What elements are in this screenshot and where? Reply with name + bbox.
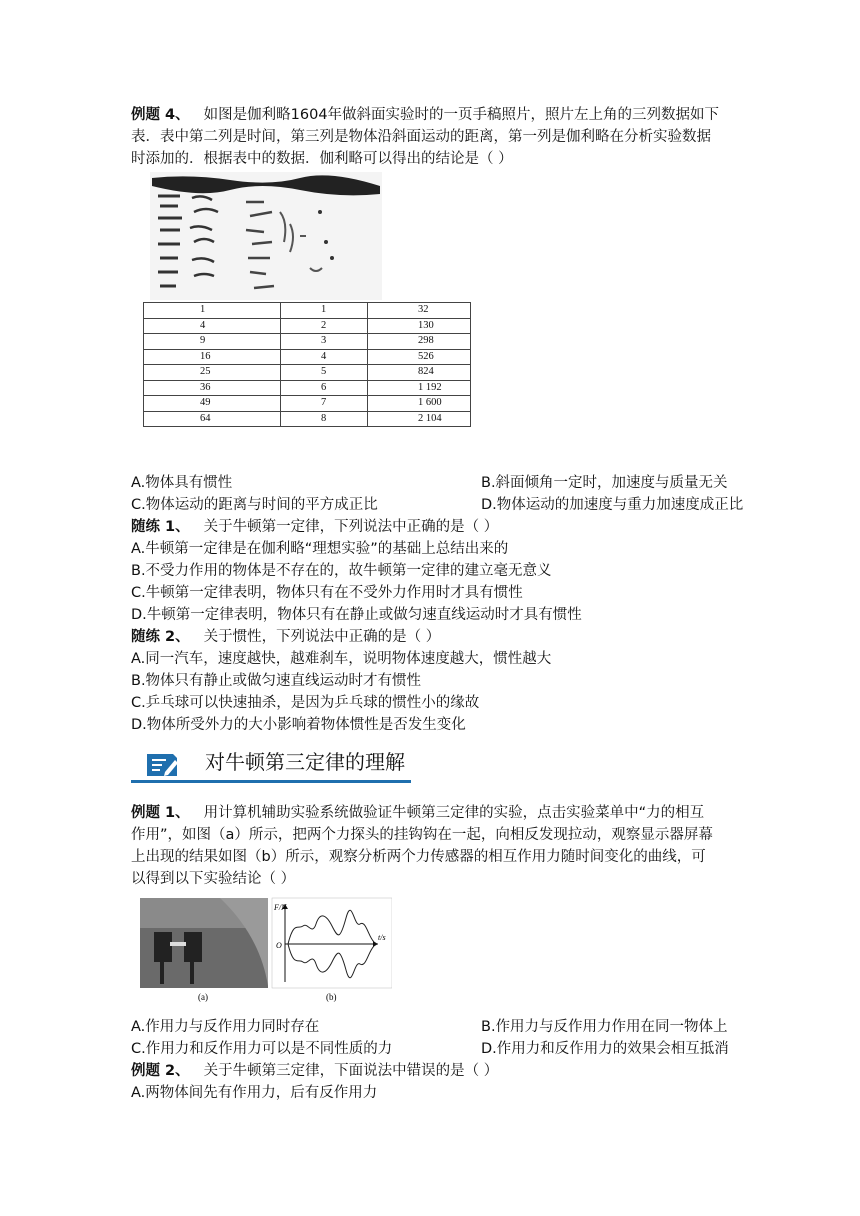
p1-option-b: B.不受力作用的物体是不存在的，故牛顿第一定律的建立毫无意义: [131, 563, 552, 579]
galileo-data-table: [143, 302, 471, 427]
table-row: 49 7 1 600: [144, 396, 471, 412]
experiment-figure: [140, 896, 392, 1006]
ex1-option-c: C.作用力和反作用力可以是不同性质的力: [131, 1041, 393, 1057]
ex1-line4: 以得到以下实验结论（ ）: [131, 871, 296, 887]
table-row: 25 5 824: [144, 365, 471, 381]
p2-option-a: A.同一汽车，速度越快，越难刹车，说明物体速度越大，惯性越大: [131, 651, 552, 667]
ex4-line3: 时添加的．根据表中的数据．伽利略可以得出的结论是（ ）: [131, 151, 513, 167]
p2-option-c: C.乒乓球可以快速抽杀，是因为乒乓球的惯性小的缘故: [131, 695, 480, 711]
figure-b-label: (b): [326, 992, 337, 1002]
p1-option-c: C.牛顿第一定律表明，物体只有在不受外力作用时才具有惯性: [131, 585, 523, 601]
table-row: 1 1 32: [144, 303, 471, 319]
edit-note-icon: [143, 750, 181, 780]
p2-option-d: D.物体所受外力的大小影响着物体惯性是否发生变化: [131, 717, 466, 733]
ex1-label: 例题 1、: [131, 805, 190, 821]
ex2-label: 例题 2、: [131, 1063, 190, 1079]
ex1-line3: 上出现的结果如图（b）所示，观察分析两个力传感器的相互作用力随时间变化的曲线，可: [131, 849, 706, 865]
p1-label: 随练 1、: [131, 519, 190, 535]
ex4-line1: 例题 4、 如图是伽利略1604年做斜面实验时的一页手稿照片，照片左上角的三列数据如下: [131, 107, 720, 123]
axis-y-label: F/N: [274, 903, 287, 912]
ex1-option-b: B.作用力与反作用力作用在同一物体上: [481, 1019, 728, 1035]
table-row: 64 8 2 104: [144, 411, 471, 427]
p1-option-d: D.牛顿第一定律表明，物体只有在静止或做匀速直线运动时才具有惯性: [131, 607, 582, 623]
section-title: 对牛顿第三定律的理解: [205, 750, 405, 774]
ex1-line2: 作用”，如图（a）所示，把两个力探头的挂钩钩在一起，向相反发现拉动，观察显示器屏幕: [131, 827, 713, 843]
manuscript-photo: [150, 172, 382, 300]
ex4-line2: 表．表中第二列是时间，第三列是物体沿斜面运动的距离，第一列是伽利略在分析实验数据: [131, 129, 711, 145]
ex4-option-a: A.物体具有惯性: [131, 475, 233, 491]
p2-option-b: B.物体只有静止或做匀速直线运动时才有惯性: [131, 673, 422, 689]
table-row: 16 4 526: [144, 349, 471, 365]
p1-option-a: A.牛顿第一定律是在伽利略“理想实验”的基础上总结出来的: [131, 541, 509, 557]
p2-stem: 随练 2、 关于惯性，下列说法中正确的是（ ）: [131, 629, 441, 645]
ex1-option-d: D.作用力和反作用力的效果会相互抵消: [481, 1041, 729, 1057]
ex1-line1: 例题 1、 用计算机辅助实验系统做验证牛顿第三定律的实验，点击实验菜单中“力的相互: [131, 805, 705, 821]
section-banner: [131, 744, 431, 786]
ex4-option-c: C.物体运动的距离与时间的平方成正比: [131, 497, 378, 513]
table-row: 4 2 130: [144, 318, 471, 334]
axis-x-label: t/s: [378, 933, 386, 942]
ex2-option-a: A.两物体间先有作用力，后有反作用力: [131, 1085, 378, 1101]
ex4-option-b: B.斜面倾角一定时，加速度与质量无关: [481, 475, 728, 491]
figure-a-label: (a): [198, 992, 208, 1002]
table-row: 36 6 1 192: [144, 380, 471, 396]
origin-label: O: [276, 941, 282, 950]
p2-label: 随练 2、: [131, 629, 190, 645]
ex4-option-d: D.物体运动的加速度与重力加速度成正比: [481, 497, 744, 513]
table-row: 9 3 298: [144, 334, 471, 350]
ex4-label: 例题 4、: [131, 107, 190, 123]
section-underline: [131, 780, 411, 783]
p1-stem: 随练 1、 关于牛顿第一定律，下列说法中正确的是（ ）: [131, 519, 499, 535]
ex2-stem: 例题 2、 关于牛顿第三定律，下面说法中错误的是（ ）: [131, 1063, 499, 1079]
ex1-option-a: A.作用力与反作用力同时存在: [131, 1019, 320, 1035]
